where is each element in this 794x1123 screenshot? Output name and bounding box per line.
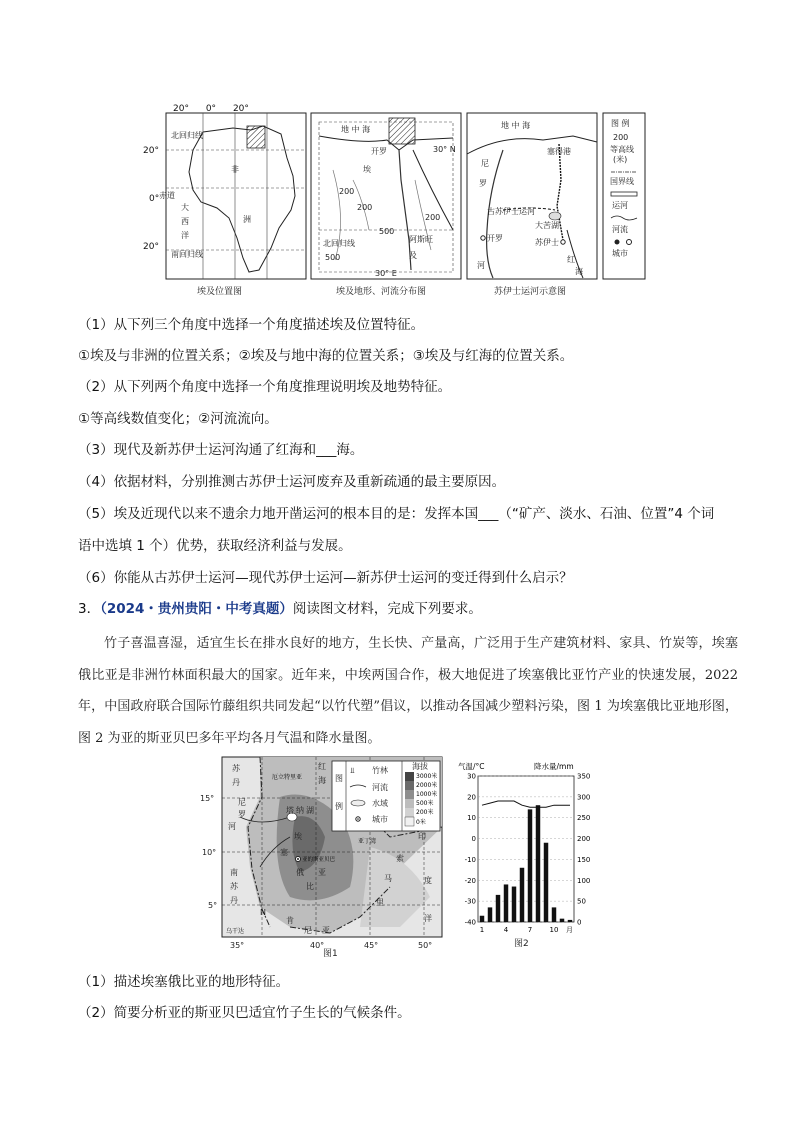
- fig1-tana-1: 塔: [286, 806, 294, 815]
- temp-line: [482, 801, 570, 807]
- fig1-ss-2: 苏: [230, 882, 238, 891]
- fig1-legend-label1: 图: [335, 774, 343, 783]
- q2-item-2-options: ①等高线数值变化；②河流流向。: [78, 411, 278, 427]
- map3-port: 塞得港: [547, 147, 571, 156]
- fig1-ss-1: 南: [230, 868, 238, 877]
- precip-bar: [504, 884, 508, 922]
- q3-item-1: （1）描述埃塞俄比亚的地形特征。: [78, 974, 290, 990]
- map-egypt-terrain: [311, 113, 461, 279]
- plot-frame: [478, 776, 574, 922]
- temp-tick-label: 0: [471, 835, 476, 844]
- map2-egypt-2: 及: [409, 251, 417, 260]
- fig1-elev-4: 500米: [416, 800, 434, 807]
- fig1-sudan-2: 丹: [232, 778, 240, 787]
- fig1-somalia-1: 索: [396, 854, 404, 863]
- q3-instruction: 阅读图文材料，完成下列要求。: [292, 601, 482, 617]
- fig1-legend-city: 城市: [372, 815, 388, 824]
- precip-tick-label: 150: [577, 855, 591, 864]
- map3-cairo: 开罗: [487, 234, 503, 243]
- fig1-elev-1: 3000米: [416, 773, 438, 780]
- fig1-elev-2: 2000米: [416, 782, 438, 789]
- map3-sea: 地 中 海: [501, 121, 531, 130]
- map1-africa-2: 洲: [243, 215, 251, 224]
- climate-chart-svg: [456, 760, 596, 956]
- fig1-ethiopia-map: [200, 757, 447, 953]
- fig2-climate-chart: [456, 760, 596, 956]
- precip-tick-label: 250: [577, 814, 591, 823]
- fig1-sudan-1: 苏: [232, 764, 240, 773]
- map2-contour-4: 500: [379, 227, 395, 236]
- map3-ni: 尼: [481, 159, 489, 168]
- legend-contour-unit: (米): [613, 155, 628, 164]
- fig1-legend-label2: 例: [335, 802, 343, 811]
- map3-suez: 苏伊士: [535, 238, 559, 247]
- map3-red-2: 海: [575, 267, 583, 276]
- fig1-lon-45: 45°: [364, 941, 379, 950]
- fig1-nile-1: 尼: [238, 798, 246, 807]
- map2-lon30: 30° E: [375, 269, 397, 278]
- fig1-capital: 亚的斯亚贝巴: [302, 857, 336, 863]
- fig1-lon-40: 40°: [310, 941, 325, 950]
- map1-tropic-n: 北回归线: [171, 131, 203, 140]
- fig1-uganda: 乌干达: [226, 928, 245, 935]
- fig1-red-2: 海: [318, 776, 326, 785]
- map1-ocean-2: 西: [181, 217, 189, 226]
- map2-contour-5: 200: [425, 213, 441, 222]
- precip-tick-label: 350: [577, 772, 591, 781]
- precip-bar: [512, 887, 516, 922]
- temp-axis-label: 气温/°C: [458, 762, 485, 771]
- precip-bar: [520, 868, 524, 922]
- precip-bar: [496, 895, 500, 922]
- fig1-gulf: 亚丁湾: [358, 838, 377, 845]
- q3-item-2: （2）简要分析亚的斯亚贝巴适宜竹子生长的气候条件。: [78, 1005, 411, 1021]
- temp-tick-label: -20: [464, 876, 476, 885]
- map3-he: 河: [477, 261, 485, 270]
- fig1-kenya-3: 亚: [322, 926, 330, 935]
- legend-river: 河流: [612, 225, 628, 234]
- map1-ocean-3: 洋: [181, 231, 189, 240]
- precip-tick-label: 300: [577, 793, 591, 802]
- temp-tick-label: 20: [467, 793, 476, 802]
- temp-tick-label: 30: [467, 772, 476, 781]
- fig1-elev-3: 1000米: [416, 791, 438, 798]
- precip-axis-label: 降水量/mm: [534, 762, 574, 771]
- map2-tropic: 北回归线: [323, 239, 355, 248]
- legend-title: 图 例: [611, 119, 630, 128]
- fig1-eth-2: 塞: [280, 848, 288, 857]
- fig1-eritrea: 厄立特里亚: [272, 774, 303, 781]
- map3-caption: 苏伊士运河示意图: [494, 287, 567, 297]
- fig1-eth-1: 埃: [294, 832, 302, 841]
- fig1-nile-2: 罗: [238, 810, 246, 819]
- map-legend: [603, 113, 645, 279]
- map1-lat-2: 0°: [149, 194, 160, 204]
- q3-header: [78, 600, 482, 618]
- fig1-lat-15: 15°: [200, 794, 215, 803]
- fig1-ocean-3: 洋: [424, 914, 432, 923]
- precip-bar: [480, 916, 484, 922]
- figure-group-egypt: [143, 104, 648, 300]
- map1-africa-1: 非: [231, 165, 239, 174]
- fig1-legend-water: 水域: [372, 799, 388, 808]
- q2-item-1-options: ①埃及与非洲的位置关系；②埃及与地中海的位置关系；③埃及与红海的位置关系。: [78, 348, 574, 364]
- precip-tick-label: 50: [577, 897, 586, 906]
- fig1-lon-50: 50°: [418, 941, 433, 950]
- fig1-red-1: 红: [318, 762, 326, 771]
- map2-contour-1: 200: [339, 187, 355, 196]
- legend-city: 城市: [612, 249, 628, 258]
- map2-contour-2: 200: [357, 203, 373, 212]
- fig1-kenya-1: 肯: [286, 916, 294, 925]
- map1-tropic-s: 南回归线: [171, 250, 203, 259]
- x-tick-label: 10: [549, 926, 559, 934]
- precip-bar: [560, 919, 564, 922]
- egypt-maps-svg: [159, 110, 648, 300]
- precip-tick-label: 100: [577, 876, 591, 885]
- map1-lon-1: 20°: [173, 104, 189, 114]
- map1-lat-3: 20°: [143, 242, 159, 252]
- fig1-elev-6: 0米: [416, 819, 426, 826]
- x-unit-label: 月: [566, 926, 573, 934]
- precip-bar: [544, 843, 548, 922]
- legend-contour-val: 200: [613, 133, 629, 142]
- map2-sea: 地 中 海: [341, 125, 371, 134]
- fig1-svg: [200, 757, 447, 953]
- q2-item-2: （2）从下列两个角度中选择一个角度推理说明埃及地势特征。: [78, 379, 452, 395]
- map3-luo: 罗: [479, 179, 487, 188]
- temp-tick-label: -30: [464, 897, 476, 906]
- map2-lat30: 30° N: [433, 145, 456, 154]
- fig1-lat-10: 10°: [202, 848, 217, 857]
- q2-item-5-cont: 语中选填 1 个）优势，获取经济利益与发展。: [78, 538, 352, 554]
- q2-item-4: （4）依据材料，分别推测古苏伊士运河废弃及重新疏通的最主要原因。: [78, 474, 506, 490]
- fig1-tana-2: 纳: [296, 806, 304, 815]
- map1-lon-2: 0°: [205, 104, 217, 114]
- fig1-eth-3: 俄: [296, 868, 304, 877]
- fig1-ocean-1: 印: [418, 832, 426, 841]
- fig1-legend-river: 河流: [372, 783, 388, 792]
- map1-caption: 埃及位置图: [197, 287, 243, 297]
- fig1-legend-bamboo-icon: ⫫: [350, 766, 355, 775]
- fig1-caption: 图1: [323, 949, 338, 959]
- temp-tick-label: -10: [464, 855, 476, 864]
- x-tick-label: 4: [503, 926, 509, 934]
- map2-aswan: 阿斯旺: [409, 235, 433, 244]
- map2-cairo: 开罗: [371, 147, 387, 156]
- fig2-caption: 图2: [514, 939, 529, 949]
- fig1-lat-5: 5°: [208, 901, 218, 910]
- fig1-eth-5: 亚: [318, 868, 326, 877]
- map-suez-canal: [467, 113, 597, 279]
- map2-egypt-1: 埃: [363, 165, 371, 174]
- x-tick-label: 7: [527, 926, 533, 934]
- legend-border: 国界线: [610, 177, 634, 186]
- q3-source: （2024・贵州贵阳・中考真题）: [100, 601, 293, 617]
- temp-tick-label: -40: [464, 918, 476, 927]
- temp-tick-label: 10: [467, 814, 476, 823]
- precip-bar: [552, 907, 556, 922]
- chart-plot: [465, 773, 591, 935]
- q3-material: 竹子喜温喜湿，适宜生长在排水良好的地方，生长快、产量高，广泛用于生产建筑材料、家具、竹炭等，埃塞俄比亚是非洲竹林面积最大的国家。近年来，中埃两国合作，极大地促进了埃塞俄比亚竹产业的快速发展，2022 年，中国政府联合国际竹藤组织共同发起“以竹代塑”倡议，以推动各国减少塑料污染，图 1 为埃塞俄比亚地形图，图 2 为亚的斯亚贝巴多年平均各月气温和降水量图。: [78, 636, 738, 746]
- precip-tick-label: 0: [577, 918, 582, 927]
- map2-caption: 埃及地形、河流分布图: [336, 287, 427, 297]
- map2-contour-3: 500: [325, 253, 341, 262]
- legend-canal: 运河: [612, 201, 628, 210]
- map1-equator: 赤道: [159, 191, 175, 200]
- fig1-eth-4: 比: [306, 882, 314, 891]
- map3-red-1: 红: [567, 255, 575, 264]
- fig1-ss-3: 丹: [230, 896, 238, 905]
- legend-contour: 等高线: [610, 145, 634, 154]
- map1-lon-3: 20°: [232, 104, 249, 114]
- map1-ocean-1: 大: [181, 203, 189, 212]
- q2-item-3: （3）现代及新苏伊士运河沟通了红海和___海。: [78, 442, 364, 458]
- fig1-nile-3: 河: [228, 822, 236, 831]
- fig1-lon-35: 35°: [230, 941, 245, 950]
- precip-bar: [568, 920, 572, 922]
- map3-old-canal: 古苏伊士运河: [487, 207, 535, 216]
- q2-item-6: （6）你能从古苏伊士运河—现代苏伊士运河—新苏伊士运河的变迁得到什么启示？: [78, 570, 573, 586]
- q2-item-5: （5）埃及近现代以来不遗余力地开凿运河的根本目的是：发挥本国___（“矿产、淡水、石油、位置”4 个词: [78, 506, 715, 522]
- fig1-somalia-3: 里: [376, 898, 384, 907]
- map3-lake: 大苦湖: [535, 221, 559, 230]
- q2-item-1: （1）从下列三个角度中选择一个角度描述埃及位置特征。: [78, 317, 425, 333]
- map1-lat-1: 20°: [143, 146, 159, 156]
- q3-number: 3．: [78, 601, 101, 617]
- precip-bar: [528, 809, 532, 922]
- precip-bar: [536, 805, 540, 922]
- fig1-somalia-2: 马: [384, 874, 392, 883]
- fig1-tana-3: 湖: [306, 806, 314, 815]
- x-tick-label: 1: [479, 926, 485, 934]
- map1-top-labels: [173, 104, 249, 114]
- fig1-legend-bamboo: 竹林: [372, 766, 388, 775]
- fig1-ocean-2: 度: [424, 876, 432, 885]
- map-egypt-location: [159, 113, 306, 279]
- fig1-legend-elev-title: 海拔: [412, 762, 428, 771]
- precip-tick-label: 200: [577, 835, 591, 844]
- fig1-north: N: [260, 908, 266, 917]
- fig1-kenya-2: 尼: [304, 926, 312, 935]
- fig1-elev-5: 200米: [416, 809, 434, 816]
- precip-bar: [488, 907, 492, 922]
